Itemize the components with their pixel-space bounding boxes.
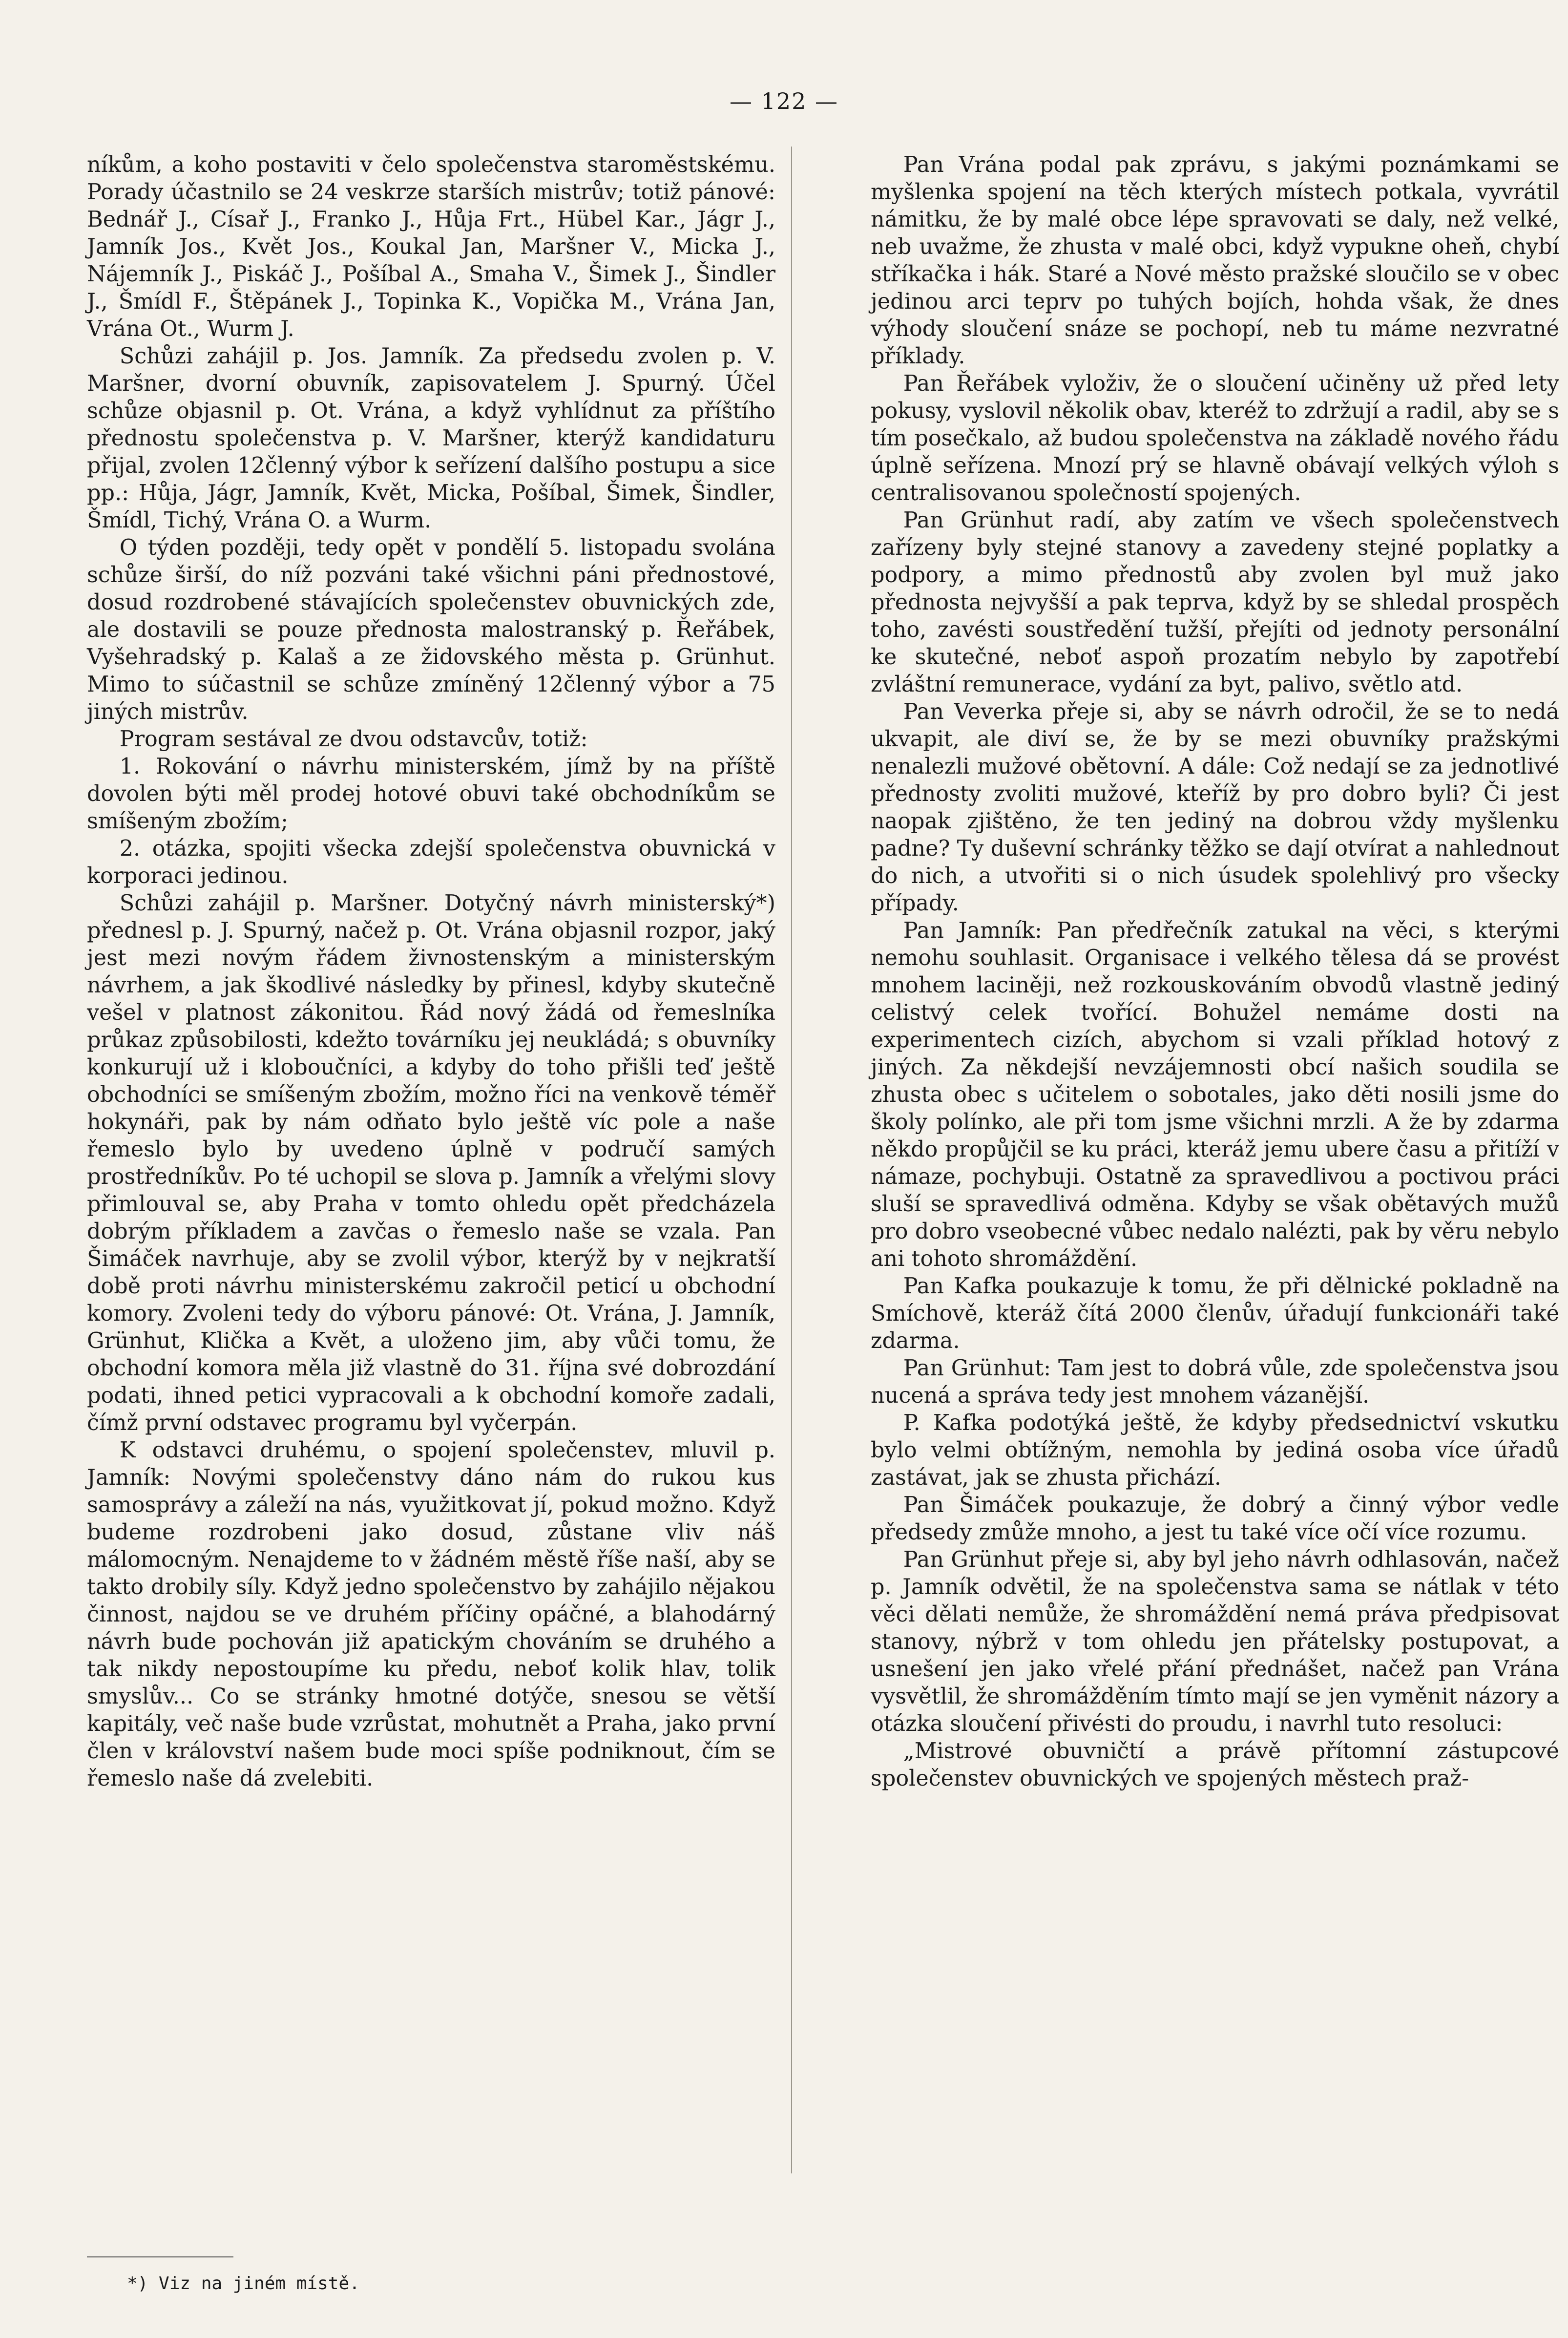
paragraph: Pan Grünhut radí, aby zatím ve všech společenstvech zařízeny byly stejné stanovy a zavedeny stejné poplatky a podpory, a mimo přednostů aby zvolen byl muž jako přednosta nejvyšší a pak teprva, když by se shledal prospěch toho, zavésti soustředění tužší, přejíti od jednoty personální ke skutečné, neboť aspoň prozatím nebylo by zapotřebí zvláštní remunerace, vydání za byt, palivo, světlo atd. [871, 508, 1559, 697]
paragraph: Program sestával ze dvou odstavcův, totiž: [119, 727, 588, 752]
paragraph: Schůzi zahájil p. Jos. Jamník. Za předsedu zvolen p. V. Maršner, dvorní obuvník, zapisovatelem J. Spurný. Účel schůze objasnil p. Ot. Vrána, a když vyhlídnut za příštího přednostu společenstva p. V. Maršner, kterýž kandidaturu přijal, zvolen 12členný výbor k seřízení dalšího postupu a sice pp.: Hůja, Jágr, Jamník, Květ, Micka, Pošíbal, Šimek, Šindler, Šmídl, Tichý, Vrána O. a Wurm. [87, 344, 775, 533]
footnote: *) Viz na jiném místě. [127, 2274, 360, 2294]
paragraph: Pan Grünhut přeje si, aby byl jeho návrh odhlasován, načež p. Jamník odvětil, že na společenstva sama se nátlak v této věci dělati nemůže, že shromáždění nemá práva předpisovat stanovy, nýbrž v tom ohledu jen přátelsky postupovat, a usnešení jen jako vřelé přání přednášet, načež pan Vrána vysvětlil, že shromážděním tímto mají se jen vyměnit názory a otázka sloučení přivésti do proudu, i navrhl tuto resoluci: [871, 1547, 1559, 1736]
page-number: — 122 — [729, 88, 839, 114]
right-column [871, 151, 1559, 1792]
paragraph: 1. Rokování o návrhu ministerském, jímž by na příště dovolen býti měl prodej hotové obuvi také obchodníkům se smíšeným zbožím; [87, 754, 775, 834]
column-divider [791, 147, 792, 2173]
paragraph: K odstavci druhému, o spojení společenstev, mluvil p. Jamník: Novými společenstvy dáno nám do rukou kus samosprávy a záleží na nás, využitkovat jí, pokud možno. Když budeme rozdrobeni jako dosud, zůstane vliv náš málomocným. Nenajdeme to v žádném městě říše naší, aby se takto drobily síly. Když jedno společenstvo by zahájilo nějakou činnost, najdou se ve druhém příčiny opáčné, a blahodárný návrh bude pochován již apatickým chováním se druhého a tak nikdy nepostoupíme ku předu, neboť kolik hlav, tolik smyslův... Co se stránky hmotné dotýče, snesou se větší kapitály, več naše bude vzrůstat, mohutnět a Praha, jako první člen v království našem bude moci spíše podniknout, čím se řemeslo naše dá zvelebiti. [87, 1438, 775, 1791]
paragraph: Pan Vrána podal pak zprávu, s jakými poznámkami se myšlenka spojení na těch kterých místech potkala, vyvrátil námitku, že by malé obce lépe spravovati se daly, než velké, neb uvažme, že zhusta v malé obci, když vypukne oheň, chybí stříkačka i hák. Staré a Nové město pražské sloučilo se v obec jedinou arci teprv po tuhých bojích, hohda však, že dnes výhody sloučení snáze se pochopí, neb tu máme nezvratné příklady. [871, 152, 1559, 369]
paragraph: „Mistrové obuvničtí a právě přítomní zástupcové společenstev obuvnických ve spojených městech praž- [871, 1739, 1559, 1791]
paragraph: P. Kafka podotýká ještě, že kdyby předsednictví vskutku bylo velmi obtížným, nemohla by jediná osoba více úřadů zastávat, jak se zhusta přichází. [871, 1411, 1559, 1490]
paragraph: Pan Řeřábek vyloživ, že o sloučení učiněny už před lety pokusy, vyslovil několik obav, kteréž to zdržují a radil, aby se s tím posečkalo, až budou společenstva na základě nového řádu úplně seřízena. Mnozí prý se hlavně obávají velkých výloh s centralisovanou společností spojených. [871, 371, 1559, 506]
paragraph: Pan Veverka přeje si, aby se návrh odročil, že se to nedá ukvapit, ale diví se, že by se mezi obuvníky pražskými nenalezli mužové obětovní. A dále: Což nedají se za jednotlivé přednosty zvoliti mužové, kteříž by pro dobro byli? Či jest naopak zjištěno, že ten jediný na dobrou vždy myšlenku padne? Ty duševní schránky těžko se dají otvírat a nahlednout do nich, a utvořiti si o nich úsudek spolehlivý pro všecky případy. [871, 699, 1559, 916]
paragraph: Pan Jamník: Pan předřečník zatukal na věci, s kterými nemohu souhlasit. Organisace i velkého tělesa dá se provést mnohem laciněji, než rozkouskováním obvodů vlastně jediný celistvý celek tvořící. Bohužel nemáme dosti na experimentech cizích, abychom si vzali příklad hotový z jiných. Za někdejší nevzájemnosti obcí našich soudila se zhusta obec s učitelem o sobotales, jako děti nosili jsme do školy polínko, ale při tom jsme všichni mrzli. A že by zdarma někdo propůjčil se ku práci, kteráž jemu ubere času a přitíží v námaze, pochybuji. Ostatně za spravedlivou a poctivou práci sluší se spravedlivá odměna. Kdyby se však obětavých mužů pro dobro vseobecné vůbec nedalo nalézti, pak by věru nebylo ani tohoto shromáždění. [871, 918, 1559, 1271]
paragraph: 2. otázka, spojiti všecka zdejší společenstva obuvnická v korporaci jedinou. [87, 836, 775, 888]
footnote-rule [87, 2256, 233, 2257]
paragraph: Pan Grünhut: Tam jest to dobrá vůle, zde společenstva jsou nucená a správa tedy jest mnohem vázanější. [871, 1356, 1559, 1408]
paragraph: Schůzi zahájil p. Maršner. Dotyčný návrh ministerský*) přednesl p. J. Spurný, načež p. Ot. Vrána objasnil rozpor, jaký jest mezi novým řádem živnostenským a ministerským návrhem, a jak škodlivé následky by přinesl, kdyby skutečně vešel v platnost zákonitou. Řád nový žádá od řemeslníka průkaz způsobilosti, kdežto továrníku jej neukládá; s obuvníky konkurují už i kloboučníci, a kdyby do toho přišli teď ještě obchodníci se smíšeným zbožím, možno říci na venkově téměř hokynáři, pak by nám odňato bylo ještě víc pole a naše řemeslo bylo by uvedeno úplně v područí samých prostředníkův. Po té uchopil se slova p. Jamník a vřelými slovy přimlouval se, aby Praha v tomto ohledu opět předcházela dobrým příkladem a zavčas o řemeslo naše se vzala. Pan Šimáček navrhuje, aby se zvolil výbor, kterýž by v nejkratší době proti návrhu ministerskému zakročil peticí u obchodní komory. Zvoleni tedy do výboru pánové: Ot. Vrána, J. Jamník, Grünhut, Klička a Květ, a uloženo jim, aby vůči tomu, že obchodní komora měla již vlastně do 31. října své dobrozdání podati, ihned petici vypracovali a k obchodní komoře zadali, čímž první odstavec programu byl vyčerpán. [87, 891, 775, 1435]
paragraph: Pan Šimáček poukazuje, že dobrý a činný výbor vedle předsedy zmůže mnoho, a jest tu také více očí více rozumu. [871, 1493, 1559, 1545]
left-column [87, 151, 775, 1792]
paragraph: O týden později, tedy opět v pondělí 5. listopadu svolána schůze širší, do níž pozváni také všichni páni přednostové, dosud rozdrobené stávajících společenstev obuvnických zde, ale dostavili se pouze přednosta malostranský p. Řeřábek, Vyšehradský p. Kalaš a ze židovského města p. Grünhut. Mimo to súčastnil se schůze zmíněný 12členný výbor a 75 jiných mistrův. [87, 535, 775, 724]
paragraph: níkům, a koho postaviti v čelo společenstva staroměstskému. Porady účastnilo se 24 veskrze starších mistrův; totiž pánové: Bednář J., Císař J., Franko J., Hůja Frt., Hübel Kar., Jágr J., Jamník Jos., Květ Jos., Koukal Jan, Maršner V., Micka J., Nájemník J., Piskáč J., Pošíbal A., Smaha V., Šimek J., Šindler J., Šmídl F., Štěpánek J., Topinka K., Vopička M., Vrána Jan, Vrána Ot., Wurm J. [87, 152, 775, 341]
paragraph: Pan Kafka poukazuje k tomu, že při dělnické pokladně na Smíchově, kteráž čítá 2000 členův, úřadují funkcionáři také zdarma. [871, 1274, 1559, 1353]
